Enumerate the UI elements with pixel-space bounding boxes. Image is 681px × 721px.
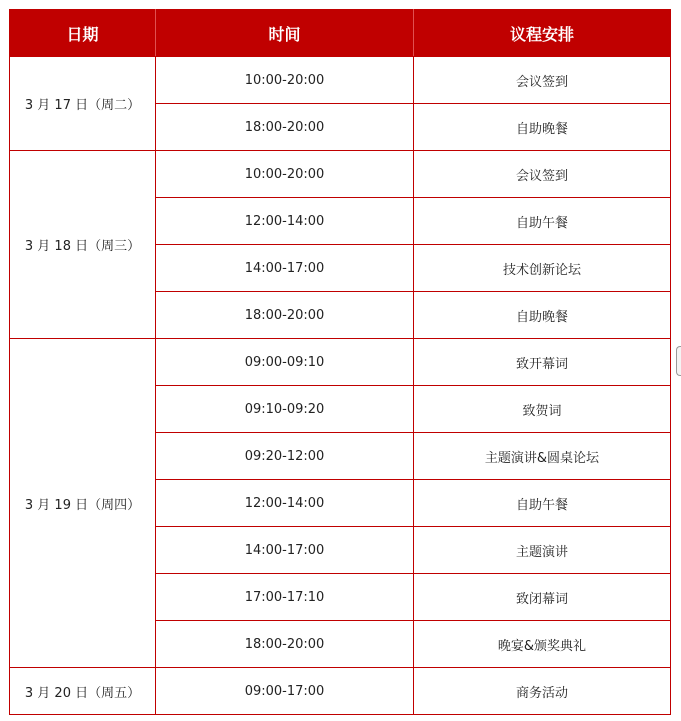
table-row <box>10 668 671 715</box>
agenda-cell: 商务活动 <box>414 668 671 715</box>
table-row <box>10 151 671 198</box>
agenda-cell: 致闭幕词 <box>414 574 671 621</box>
header-time: 时间 <box>156 10 414 57</box>
time-cell: 09:10-09:20 <box>156 386 414 433</box>
time-cell: 12:00-14:00 <box>156 480 414 527</box>
time-cell: 18:00-20:00 <box>156 104 414 151</box>
agenda-cell: 致贺词 <box>414 386 671 433</box>
time-cell: 09:20-12:00 <box>156 433 414 480</box>
agenda-cell: 会议签到 <box>414 151 671 198</box>
time-cell: 09:00-09:10 <box>156 339 414 386</box>
agenda-cell: 技术创新论坛 <box>414 245 671 292</box>
agenda-cell: 会议签到 <box>414 57 671 104</box>
agenda-cell: 自助午餐 <box>414 198 671 245</box>
time-cell: 18:00-20:00 <box>156 621 414 668</box>
time-cell: 10:00-20:00 <box>156 57 414 104</box>
header-date: 日期 <box>10 10 156 57</box>
date-cell: 3 月 17 日（周二） <box>10 57 156 151</box>
table-row <box>10 57 671 104</box>
agenda-cell: 自助午餐 <box>414 480 671 527</box>
header-agenda: 议程安排 <box>414 10 671 57</box>
time-cell: 09:00-17:00 <box>156 668 414 715</box>
agenda-cell: 致开幕词 <box>414 339 671 386</box>
agenda-cell: 自助晚餐 <box>414 292 671 339</box>
agenda-table-container <box>9 9 670 715</box>
table-header-row <box>10 10 671 57</box>
time-cell: 17:00-17:10 <box>156 574 414 621</box>
agenda-cell: 主题演讲 <box>414 527 671 574</box>
time-cell: 12:00-14:00 <box>156 198 414 245</box>
side-scroll-handle[interactable] <box>676 346 681 376</box>
agenda-cell: 晚宴&颁奖典礼 <box>414 621 671 668</box>
time-cell: 14:00-17:00 <box>156 527 414 574</box>
agenda-cell: 自助晚餐 <box>414 104 671 151</box>
table-row <box>10 339 671 386</box>
agenda-table <box>9 9 671 715</box>
date-cell: 3 月 18 日（周三） <box>10 151 156 339</box>
date-cell: 3 月 20 日（周五） <box>10 668 156 715</box>
date-cell: 3 月 19 日（周四） <box>10 339 156 668</box>
agenda-cell: 主题演讲&圆桌论坛 <box>414 433 671 480</box>
time-cell: 10:00-20:00 <box>156 151 414 198</box>
time-cell: 18:00-20:00 <box>156 292 414 339</box>
time-cell: 14:00-17:00 <box>156 245 414 292</box>
